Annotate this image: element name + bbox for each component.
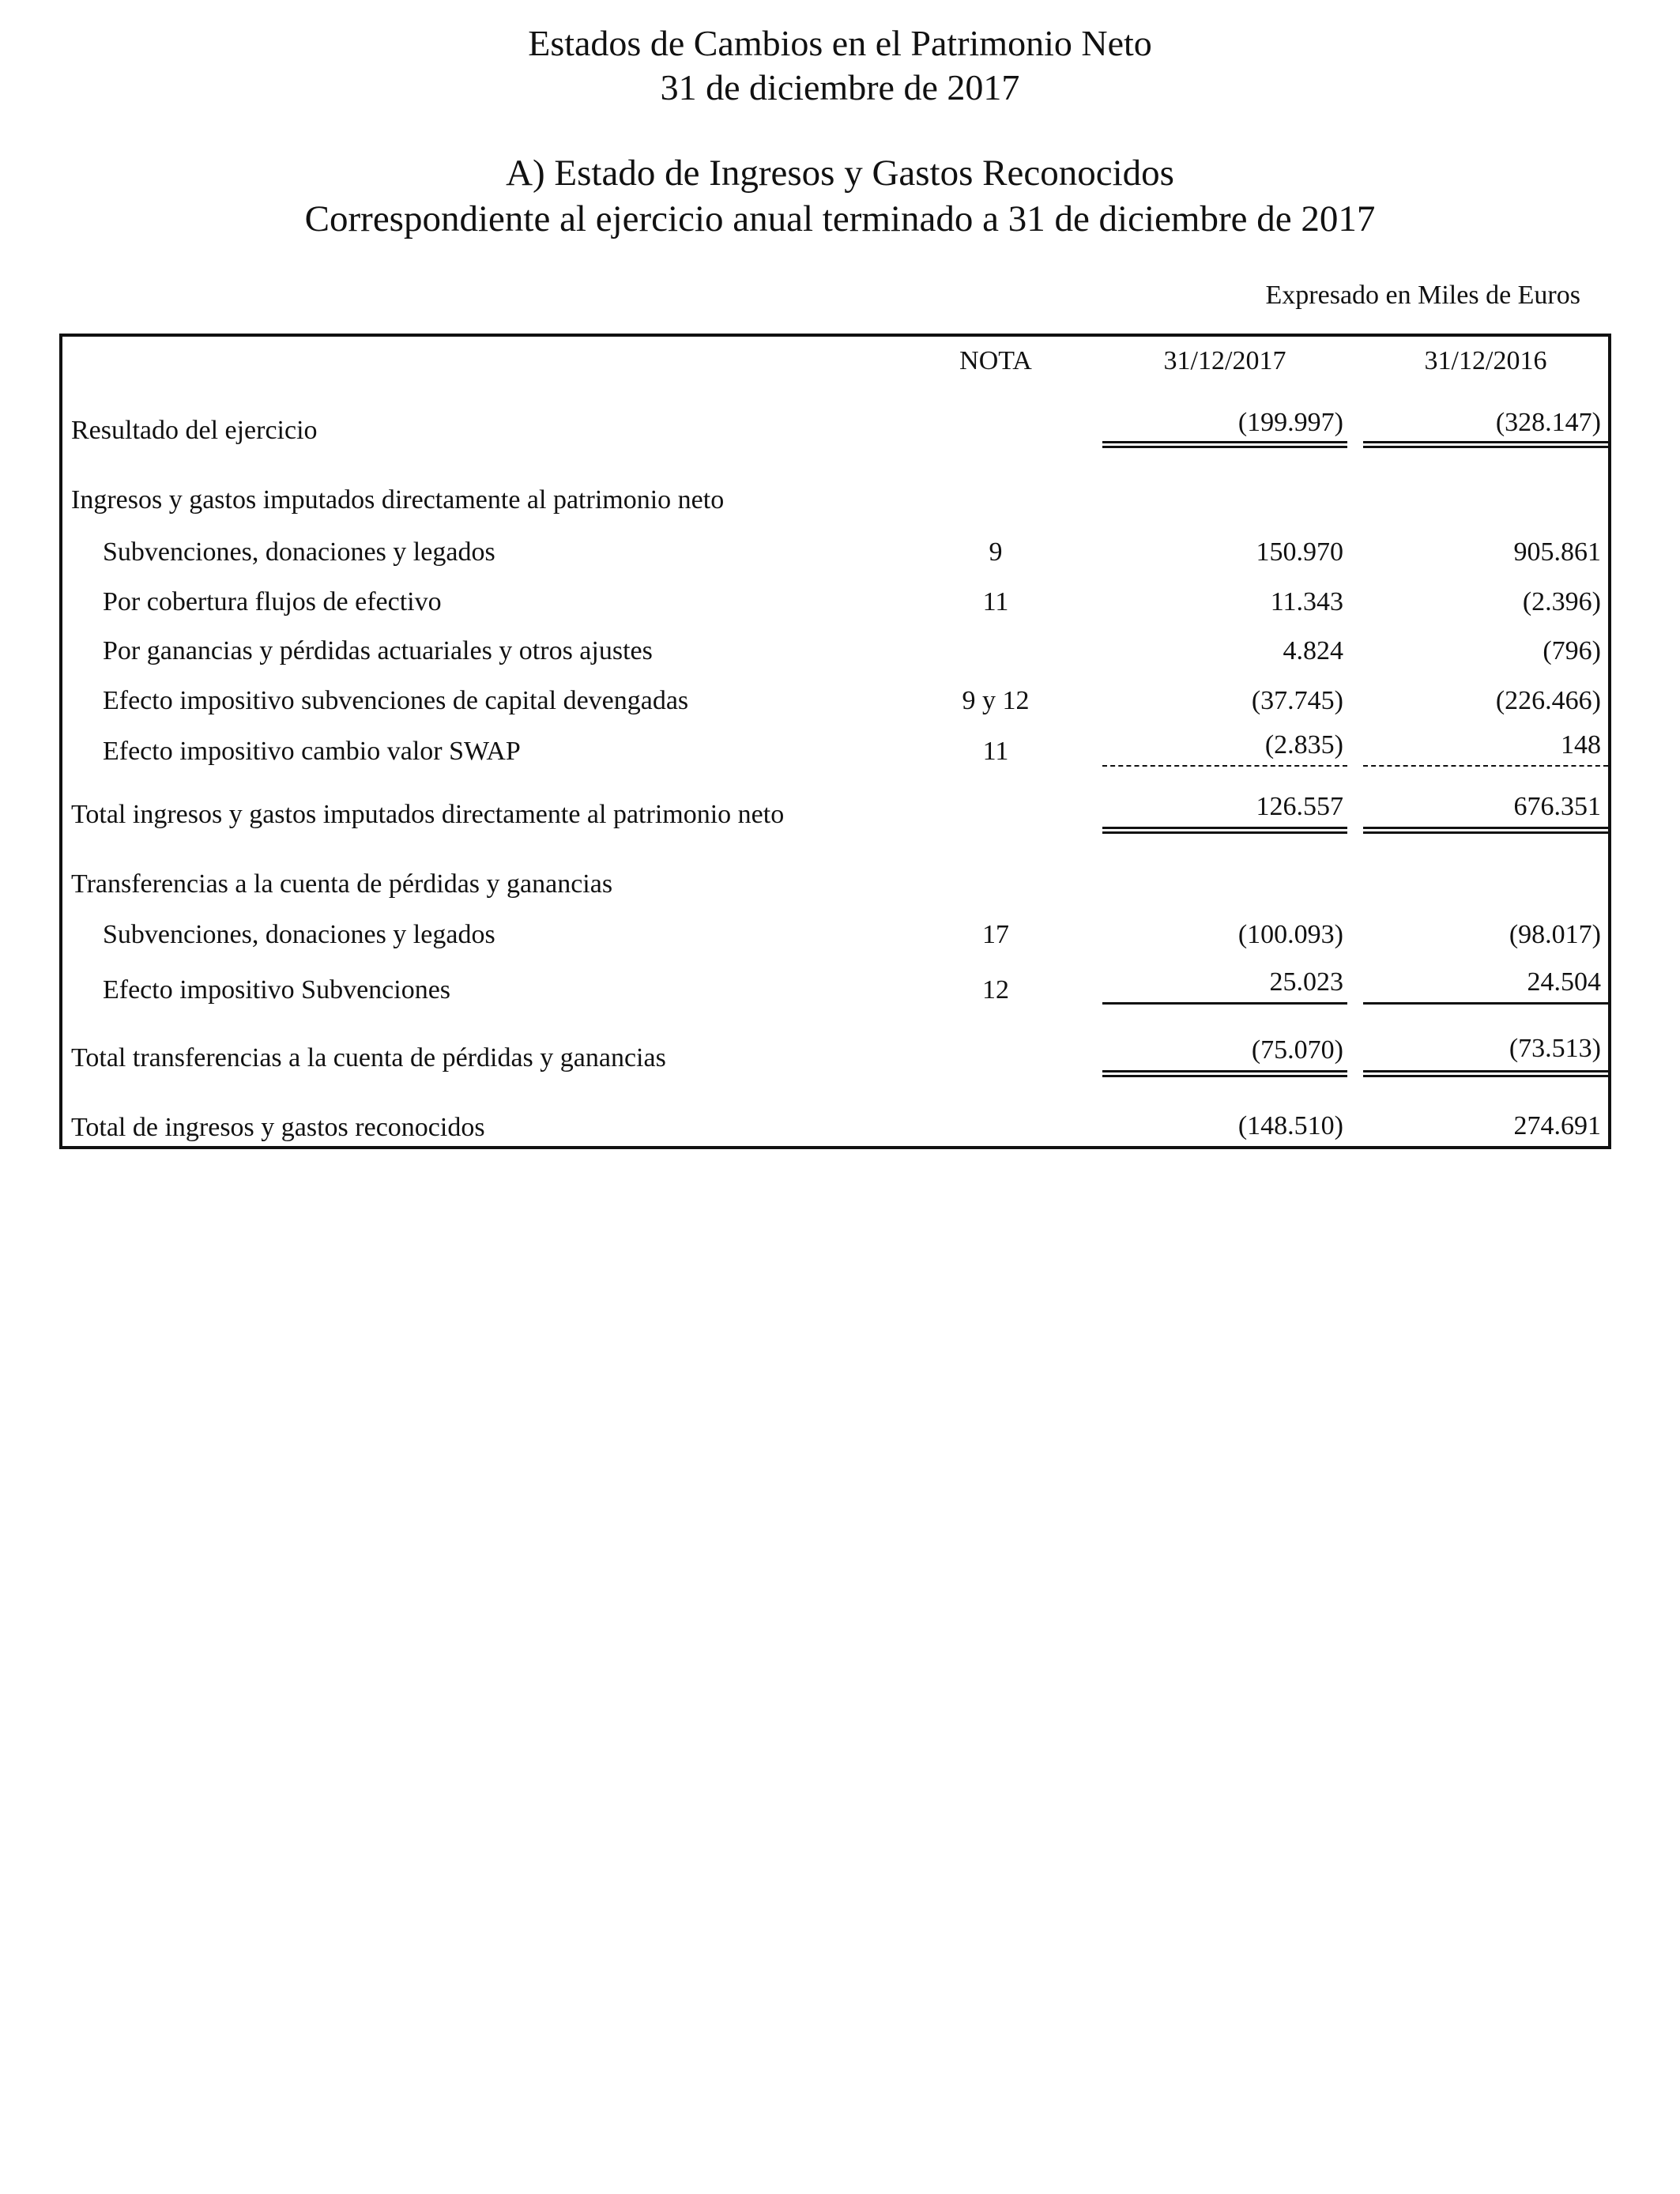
double-underline [1363,1070,1608,1077]
section-subtitle: Correspondiente al ejercicio anual terminado a 31 de diciembre de 2017 [304,198,1376,239]
row-value-2017: (37.745) [1251,686,1343,715]
double-underline [1102,1070,1347,1077]
row-label: Efecto impositivo subvenciones de capital devengadas [103,686,689,715]
row-value-2016: (73.513) [1509,1034,1601,1063]
row-value-2016: 676.351 [1513,792,1601,821]
row-value-2017: (199.997) [1237,408,1343,437]
row-label: Por cobertura flujos de efectivo [103,587,442,616]
row-label: Por ganancias y pérdidas actuariales y otros ajustes [103,636,653,665]
row-nota: 9 y 12 [962,686,1030,715]
row-value-2016: 274.691 [1513,1111,1601,1140]
row-value-2016: (328.147) [1495,408,1601,437]
currency-note: Expresado en Miles de Euros [1265,281,1580,310]
row-label: Subvenciones, donaciones y legados [103,537,495,567]
row-value-2017: (148.510) [1237,1111,1343,1140]
row-value-2017: 11.343 [1270,587,1343,616]
row-label: Efecto impositivo cambio valor SWAP [103,737,521,766]
row-label: Resultado del ejercicio [71,416,318,445]
dashed-underline [1363,765,1608,767]
row-label: Total de ingresos y gastos reconocidos [71,1113,485,1142]
row-value-2017: 4.824 [1283,636,1343,665]
row-value-2016: (226.466) [1495,686,1601,715]
column-header-nota: NOTA [959,346,1032,375]
section-heading-transferencias: Transferencias a la cuenta de pérdidas y ganancias [71,869,613,899]
row-value-2017: 126.557 [1256,792,1343,821]
row-value-2016: (796) [1543,636,1601,665]
single-underline [1102,1002,1347,1005]
document-title: Estados de Cambios en el Patrimonio Neto [528,23,1152,63]
row-label: Subvenciones, donaciones y legados [103,920,495,949]
row-value-2016: 24.504 [1527,967,1601,997]
column-header-2017: 31/12/2017 [1163,346,1286,375]
row-value-2016: 905.861 [1513,537,1601,567]
section-title: A) Estado de Ingresos y Gastos Reconocidos [506,153,1174,194]
double-underline [1363,441,1608,448]
row-value-2017: (2.835) [1264,730,1343,760]
row-value-2016: 148 [1561,730,1601,760]
row-value-2017: (75.070) [1251,1035,1343,1065]
row-nota: 12 [982,975,1009,1005]
row-value-2017: 150.970 [1256,537,1343,567]
section-heading-imputados: Ingresos y gastos imputados directamente al patrimonio neto [71,485,725,515]
row-nota: 11 [982,737,1009,766]
row-label: Total transferencias a la cuenta de pérdidas y ganancias [71,1043,666,1072]
row-value-2016: (98.017) [1509,920,1601,949]
row-label: Efecto impositivo Subvenciones [103,975,451,1005]
double-underline [1102,827,1347,834]
double-underline [1102,441,1347,448]
row-value-2016: (2.396) [1522,587,1601,616]
double-underline [1363,827,1608,834]
row-label: Total ingresos y gastos imputados directamente al patrimonio neto [71,800,785,829]
row-nota: 17 [982,920,1009,949]
row-value-2017: (100.093) [1237,920,1343,949]
row-value-2017: 25.023 [1269,967,1343,997]
row-nota: 9 [989,537,1003,567]
document-date: 31 de diciembre de 2017 [660,67,1020,107]
column-header-2016: 31/12/2016 [1424,346,1547,375]
single-underline [1363,1002,1608,1005]
dashed-underline [1102,765,1347,767]
row-nota: 11 [982,587,1009,616]
